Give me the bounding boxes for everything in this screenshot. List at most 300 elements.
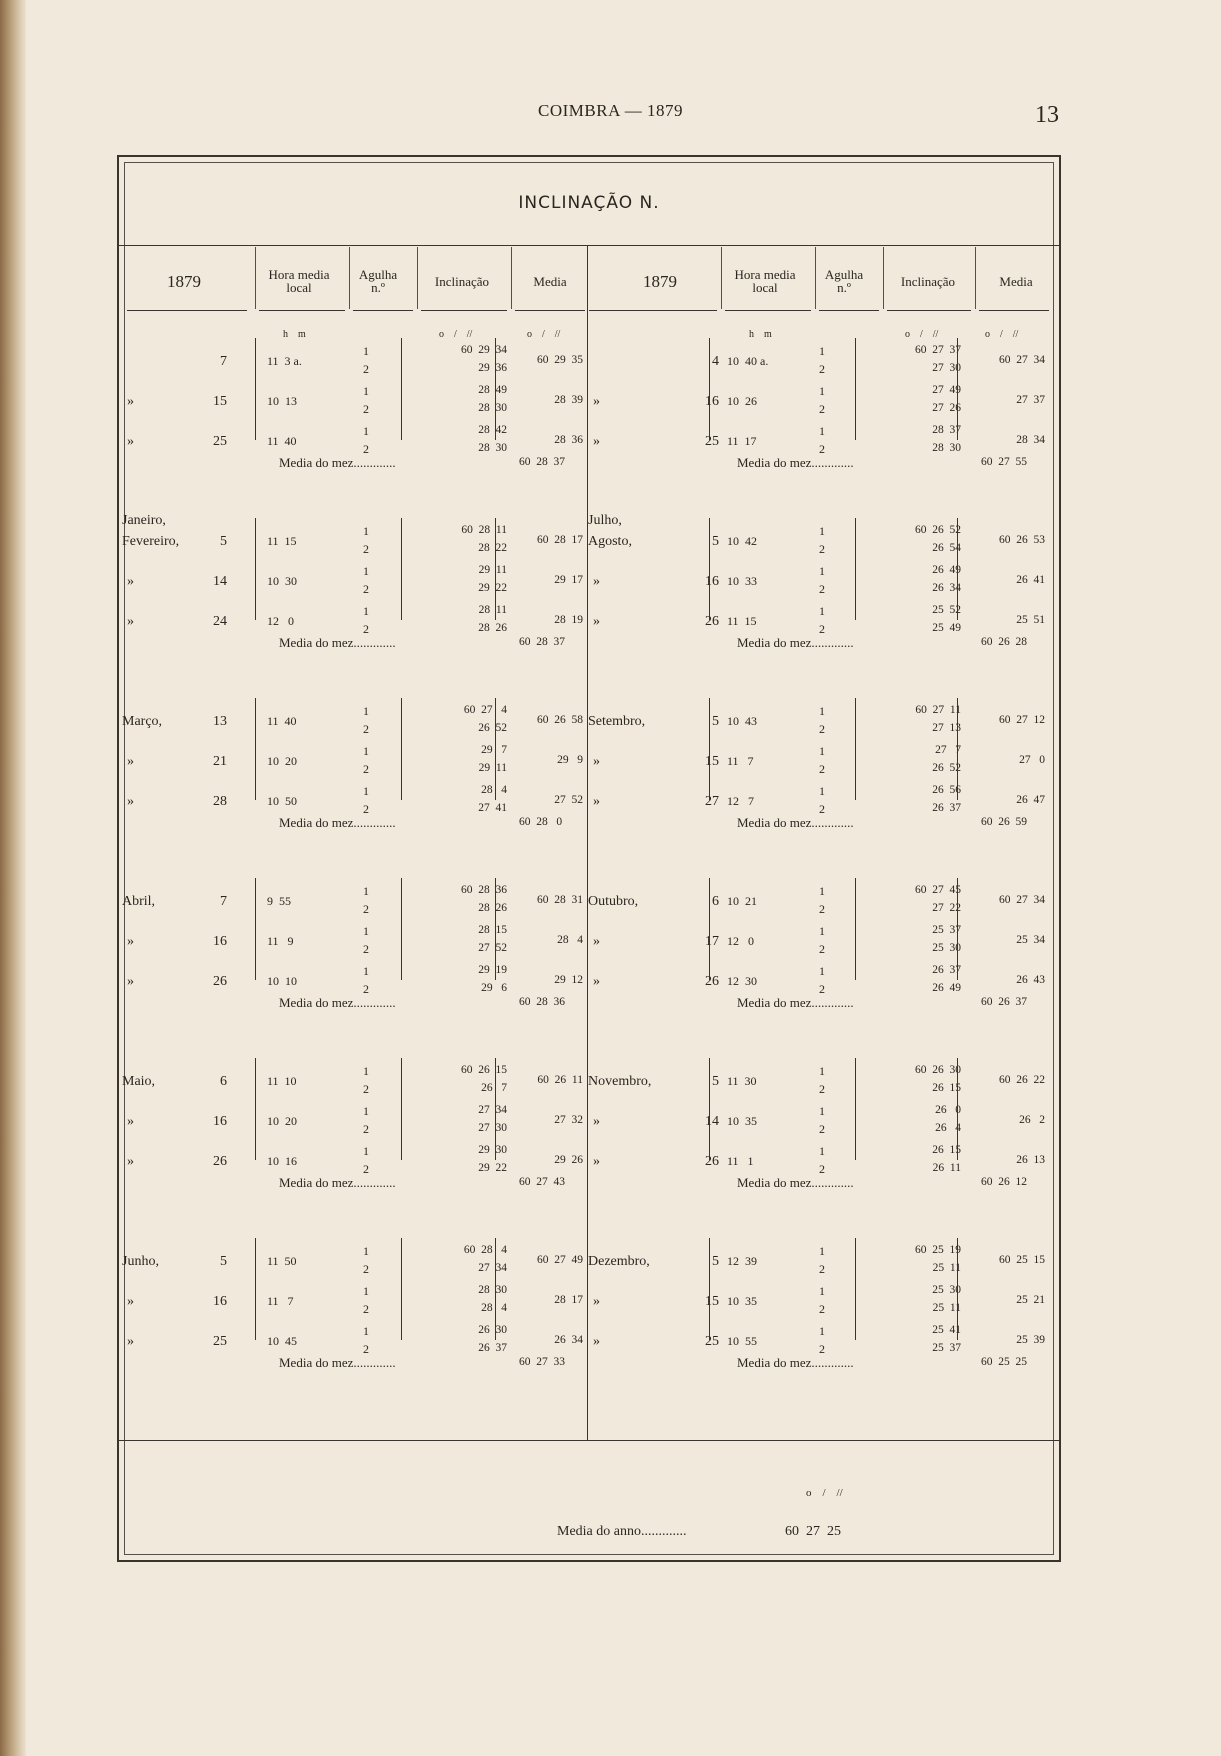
units-hm-left: h m (283, 329, 306, 340)
media-do-mez-value: 60 28 0 (519, 816, 563, 828)
hora-media: 10 33 (727, 574, 757, 588)
header-top-rule (119, 245, 1059, 246)
agulha: 1 (819, 344, 825, 358)
hora-media: 10 35 (727, 1294, 757, 1308)
column-rule (421, 310, 507, 311)
media-do-mez-label: Media do mez............. (737, 635, 854, 650)
header-year-right: 1879 (643, 271, 677, 291)
month-name: Dezembro, (588, 1254, 650, 1269)
inclinacao: 26 7 (481, 1082, 507, 1094)
inclinacao: 27 34 (478, 1104, 507, 1116)
day: 14 (705, 1114, 719, 1129)
column-rule (855, 698, 856, 800)
inclinacao: 60 26 15 (461, 1064, 507, 1076)
column-rule (127, 310, 247, 311)
media: 27 0 (1019, 754, 1045, 766)
agulha: 2 (363, 362, 369, 376)
hora-media: 10 43 (727, 714, 757, 728)
day: 27 (705, 794, 719, 809)
ditto-mark: » (593, 1154, 600, 1169)
column-rule (855, 1238, 856, 1340)
media-do-mez-label: Media do mez............. (279, 995, 396, 1010)
day: 25 (213, 434, 227, 449)
header-sep (815, 247, 816, 309)
media-do-mez-label: Media do mez............. (737, 815, 854, 830)
media: 28 19 (554, 614, 583, 626)
agulha: 1 (819, 1244, 825, 1258)
day: 6 (712, 894, 719, 909)
column-rule (979, 310, 1049, 311)
header-sep (883, 247, 884, 309)
ditto-mark: » (127, 1154, 134, 1169)
media-do-mez-label: Media do mez............. (737, 995, 854, 1010)
agulha: 2 (363, 542, 369, 556)
column-rule (709, 878, 710, 980)
inclinacao: 60 27 37 (915, 344, 961, 356)
agulha: 2 (819, 1082, 825, 1096)
media: 29 17 (554, 574, 583, 586)
header-sep (417, 247, 418, 309)
inclinacao: 25 11 (932, 1302, 961, 1314)
agulha: 2 (819, 762, 825, 776)
day: 16 (213, 934, 227, 949)
column-rule (495, 338, 496, 440)
media-do-mez-value: 60 26 37 (981, 996, 1027, 1008)
ditto-mark: » (127, 1114, 134, 1129)
media-do-mez-label: Media do mez............. (279, 1355, 396, 1370)
month-name: Outubro, (588, 894, 639, 909)
page-number: 13 (1035, 102, 1059, 128)
footer-rule (119, 1440, 1059, 1441)
ditto-mark: » (593, 1294, 600, 1309)
media: 28 39 (554, 394, 583, 406)
media-do-mez-value: 60 26 28 (981, 636, 1027, 648)
agulha: 1 (363, 424, 369, 438)
column-rule (855, 338, 856, 440)
ditto-mark: » (127, 434, 134, 449)
hora-media: 10 50 (267, 794, 297, 808)
media-do-mez-label: Media do mez............. (737, 455, 854, 470)
inclinacao: 26 52 (932, 762, 961, 774)
hora-media: 12 7 (727, 794, 754, 808)
units-dms-inc-right: o / // (905, 329, 939, 340)
month-block (119, 862, 585, 1014)
inclinacao: 25 52 (932, 604, 961, 616)
agulha: 1 (363, 704, 369, 718)
day: 5 (712, 1074, 719, 1089)
inclinacao: 25 30 (932, 942, 961, 954)
hora-media: 11 50 (267, 1254, 297, 1268)
hora-media: 12 0 (727, 934, 754, 948)
media: 60 26 53 (999, 534, 1045, 546)
hora-media: 11 15 (727, 614, 757, 628)
column-rule (255, 1058, 256, 1160)
inclinacao: 29 36 (478, 362, 507, 374)
agulha: 2 (819, 902, 825, 916)
units-dms-annual: o / // (806, 1487, 843, 1499)
day: 26 (705, 1154, 719, 1169)
media: 28 4 (557, 934, 583, 946)
hora-media: 10 10 (267, 974, 297, 988)
day: 25 (213, 1334, 227, 1349)
day: 4 (712, 354, 719, 369)
units-dms-media-left: o / // (527, 329, 561, 340)
ditto-mark: » (593, 1334, 600, 1349)
hora-media: 10 13 (267, 394, 297, 408)
inclinacao: 26 34 (932, 582, 961, 594)
inclinacao: 26 0 (935, 1104, 961, 1116)
column-rule (495, 1058, 496, 1160)
ditto-mark: » (127, 1294, 134, 1309)
inclinacao: 28 22 (478, 542, 507, 554)
inclinacao: 26 49 (932, 564, 961, 576)
header-inclinacao-left: Inclinação (434, 273, 490, 289)
column-rule (495, 1238, 496, 1340)
media: 60 25 15 (999, 1254, 1045, 1266)
agulha: 2 (819, 1162, 825, 1176)
column-rule (709, 518, 710, 620)
day: 21 (213, 754, 227, 769)
agulha: 1 (819, 604, 825, 618)
day: 5 (712, 534, 719, 549)
book-spine (0, 0, 26, 1756)
ditto-mark: » (593, 974, 600, 989)
ditto-mark: » (127, 794, 134, 809)
day: 16 (213, 1114, 227, 1129)
hora-media: 10 30 (267, 574, 297, 588)
hora-media: 10 21 (727, 894, 757, 908)
agulha: 2 (363, 722, 369, 736)
column-rule (887, 310, 971, 311)
month-block (119, 1222, 585, 1374)
inclinacao: 29 11 (478, 762, 507, 774)
column-rule (401, 518, 402, 620)
inclinacao: 29 30 (478, 1144, 507, 1156)
inclinacao: 29 22 (478, 582, 507, 594)
agulha: 1 (363, 1104, 369, 1118)
column-rule (401, 338, 402, 440)
column-rule (855, 518, 856, 620)
header-sep (349, 247, 350, 309)
hora-media: 11 1 (727, 1154, 754, 1168)
media-do-mez-value: 60 27 55 (981, 456, 1027, 468)
inclinacao: 60 29 34 (461, 344, 507, 356)
inclinacao: 25 11 (932, 1262, 961, 1274)
hora-media: 12 39 (727, 1254, 757, 1268)
agulha: 1 (819, 384, 825, 398)
media: 60 27 34 (999, 894, 1045, 906)
media: 25 34 (1016, 934, 1045, 946)
media: 60 29 35 (537, 354, 583, 366)
media: 28 17 (554, 1294, 583, 1306)
inclinacao: 27 34 (478, 1262, 507, 1274)
agulha: 1 (819, 964, 825, 978)
month-block (585, 1042, 1051, 1194)
inclinacao: 29 7 (481, 744, 507, 756)
agulha: 1 (819, 1064, 825, 1078)
column-rule (725, 310, 811, 311)
month-block (119, 1042, 585, 1194)
inclinacao: 26 15 (932, 1082, 961, 1094)
header-hora-right: Hora media local (734, 267, 796, 295)
media: 25 39 (1016, 1334, 1045, 1346)
media: 60 27 12 (999, 714, 1045, 726)
agulha: 1 (363, 924, 369, 938)
hora-media: 10 26 (727, 394, 757, 408)
day: 25 (705, 1334, 719, 1349)
column-rule (255, 698, 256, 800)
hora-media: 11 7 (727, 754, 754, 768)
inclinacao: 26 11 (932, 1162, 961, 1174)
inclinacao: 28 4 (481, 784, 507, 796)
agulha: 2 (819, 582, 825, 596)
inclinacao: 26 54 (932, 542, 961, 554)
inclinacao: 26 4 (935, 1122, 961, 1134)
inclinacao: 28 26 (478, 622, 507, 634)
day: 16 (705, 394, 719, 409)
inclinacao: 26 49 (932, 982, 961, 994)
hora-media: 11 30 (727, 1074, 757, 1088)
day: 13 (213, 714, 227, 729)
month-block (119, 322, 585, 528)
ditto-mark: » (127, 754, 134, 769)
day: 26 (213, 1154, 227, 1169)
month-name: Fevereiro, (122, 534, 180, 549)
ditto-mark: » (593, 794, 600, 809)
media-do-mez-value: 60 27 33 (519, 1356, 565, 1368)
inclinacao: 60 26 30 (915, 1064, 961, 1076)
agulha: 2 (363, 622, 369, 636)
agulha: 1 (363, 384, 369, 398)
agulha: 2 (363, 582, 369, 596)
agulha: 2 (819, 622, 825, 636)
column-rule (401, 1058, 402, 1160)
media: 26 41 (1016, 574, 1045, 586)
inclinacao: 60 26 52 (915, 524, 961, 536)
header-hora-left: Hora media local (268, 267, 330, 295)
hora-media: 11 9 (267, 934, 294, 948)
day: 5 (712, 1254, 719, 1269)
inclinacao: 29 22 (478, 1162, 507, 1174)
column-rule (589, 310, 717, 311)
inclinacao: 28 30 (478, 442, 507, 454)
header-sep (975, 247, 976, 309)
column-rule (957, 1058, 958, 1160)
agulha: 2 (363, 902, 369, 916)
day: 15 (705, 1294, 719, 1309)
agulha: 2 (819, 722, 825, 736)
column-rule (255, 338, 256, 440)
hora-media: 11 17 (727, 434, 757, 448)
inclinacao: 60 28 11 (461, 524, 507, 536)
inclinacao: 28 30 (478, 1284, 507, 1296)
header-sep (511, 247, 512, 309)
agulha: 1 (363, 1324, 369, 1338)
day: 6 (220, 1074, 227, 1089)
media: 60 28 31 (537, 894, 583, 906)
media: 26 43 (1016, 974, 1045, 986)
media: 26 2 (1019, 1114, 1045, 1126)
agulha: 2 (819, 362, 825, 376)
table-frame (117, 155, 1061, 1562)
inclinacao: 28 15 (478, 924, 507, 936)
agulha: 1 (363, 564, 369, 578)
column-rule (255, 1238, 256, 1340)
column-rule (259, 310, 345, 311)
month-block (119, 502, 585, 654)
hora-media: 9 55 (267, 894, 291, 908)
agulha: 1 (819, 704, 825, 718)
day: 15 (705, 754, 719, 769)
month-name: Agosto, (588, 534, 632, 549)
inclinacao: 26 15 (932, 1144, 961, 1156)
inclinacao: 28 42 (478, 424, 507, 436)
ditto-mark: » (593, 614, 600, 629)
header-year-left: 1879 (167, 271, 201, 291)
media: 26 13 (1016, 1154, 1045, 1166)
column-rule (255, 518, 256, 620)
units-dms-inc-left: o / // (439, 329, 473, 340)
media: 27 37 (1016, 394, 1045, 406)
ditto-mark: » (127, 1334, 134, 1349)
day: 5 (712, 714, 719, 729)
media: 60 27 34 (999, 354, 1045, 366)
media: 29 9 (557, 754, 583, 766)
media-do-mez-label: Media do mez............. (279, 815, 396, 830)
ditto-mark: » (593, 1114, 600, 1129)
agulha: 2 (819, 1342, 825, 1356)
media-do-mez-value: 60 26 59 (981, 816, 1027, 828)
agulha: 1 (819, 424, 825, 438)
inclinacao: 28 49 (478, 384, 507, 396)
inclinacao: 27 52 (478, 942, 507, 954)
agulha: 2 (363, 1082, 369, 1096)
media: 27 52 (554, 794, 583, 806)
ditto-mark: » (593, 934, 600, 949)
inclinacao: 25 49 (932, 622, 961, 634)
table-title: INCLINAÇÃO N. (518, 193, 660, 213)
media-do-mez-value: 60 26 12 (981, 1176, 1027, 1188)
day: 16 (213, 1294, 227, 1309)
month-block (585, 1222, 1051, 1374)
hora-media: 10 55 (727, 1334, 757, 1348)
units-dms-media-right: o / // (985, 329, 1019, 340)
column-rule (401, 698, 402, 800)
media: 25 51 (1016, 614, 1045, 626)
agulha: 1 (819, 784, 825, 798)
ditto-mark: » (127, 574, 134, 589)
month-block (585, 862, 1051, 1014)
hora-media: 11 7 (267, 1294, 294, 1308)
media-do-mez-value: 60 25 25 (981, 1356, 1027, 1368)
day: 26 (705, 614, 719, 629)
month-name: Novembro, (588, 1074, 652, 1089)
day: 26 (213, 974, 227, 989)
column-rule (401, 878, 402, 980)
day: 25 (705, 434, 719, 449)
media: 60 28 17 (537, 534, 583, 546)
media-do-mez-value: 60 28 37 (519, 636, 565, 648)
ditto-mark: » (127, 934, 134, 949)
agulha: 2 (363, 762, 369, 776)
column-rule (709, 698, 710, 800)
month-block (585, 682, 1051, 834)
column-rule (709, 1238, 710, 1340)
inclinacao: 26 56 (932, 784, 961, 796)
media: 29 26 (554, 1154, 583, 1166)
ditto-mark: » (593, 574, 600, 589)
header-inclinacao-right: Inclinação (900, 273, 956, 289)
month-block (585, 322, 1051, 528)
ditto-mark: » (593, 754, 600, 769)
day: 5 (220, 534, 227, 549)
column-rule (819, 310, 879, 311)
ditto-mark: » (127, 974, 134, 989)
media: 28 36 (554, 434, 583, 446)
inclinacao: 28 26 (478, 902, 507, 914)
month-name: Setembro, (588, 714, 646, 729)
inclinacao: 27 26 (932, 402, 961, 414)
inclinacao: 29 6 (481, 982, 507, 994)
header-sep (721, 247, 722, 309)
header-media-left: Media (533, 273, 567, 289)
inclinacao: 28 4 (481, 1302, 507, 1314)
column-rule (957, 518, 958, 620)
agulha: 1 (363, 784, 369, 798)
agulha: 1 (819, 884, 825, 898)
ditto-mark: » (593, 434, 600, 449)
month-name: Março, (122, 714, 163, 729)
column-rule (495, 698, 496, 800)
agulha: 1 (363, 524, 369, 538)
column-rule (957, 1238, 958, 1340)
inclinacao: 28 11 (478, 604, 507, 616)
agulha: 1 (819, 1324, 825, 1338)
agulha: 1 (819, 924, 825, 938)
media: 60 26 22 (999, 1074, 1045, 1086)
inclinacao: 26 37 (932, 802, 961, 814)
inclinacao: 60 28 4 (463, 1244, 507, 1256)
media: 26 34 (554, 1334, 583, 1346)
hora-media: 10 16 (267, 1154, 297, 1168)
media-do-mez-label: Media do mez............. (279, 635, 396, 650)
media-do-mez-value: 60 27 43 (519, 1176, 565, 1188)
header-agulha-right: Agulha n.º (824, 267, 864, 295)
media: 28 34 (1016, 434, 1045, 446)
agulha: 2 (819, 402, 825, 416)
media: 25 21 (1016, 1294, 1045, 1306)
agulha: 1 (363, 604, 369, 618)
units-hm-right: h m (749, 329, 772, 340)
agulha: 2 (819, 942, 825, 956)
inclinacao: 60 27 4 (463, 704, 507, 716)
month-name: Julho, (588, 513, 622, 528)
agulha: 1 (363, 884, 369, 898)
inclinacao: 27 22 (932, 902, 961, 914)
hora-media: 10 20 (267, 1114, 297, 1128)
inclinacao: 27 7 (935, 744, 961, 756)
agulha: 2 (363, 982, 369, 996)
month-name: Maio, (122, 1074, 156, 1089)
inclinacao: 29 19 (478, 964, 507, 976)
hora-media: 11 40 (267, 714, 297, 728)
agulha: 1 (819, 564, 825, 578)
media-do-mez-label: Media do mez............. (279, 455, 396, 470)
inclinacao: 27 41 (478, 802, 507, 814)
running-head: COIMBRA — 1879 (538, 101, 683, 120)
agulha: 1 (363, 1144, 369, 1158)
media-anno-label: Media do anno............. (557, 1524, 687, 1539)
